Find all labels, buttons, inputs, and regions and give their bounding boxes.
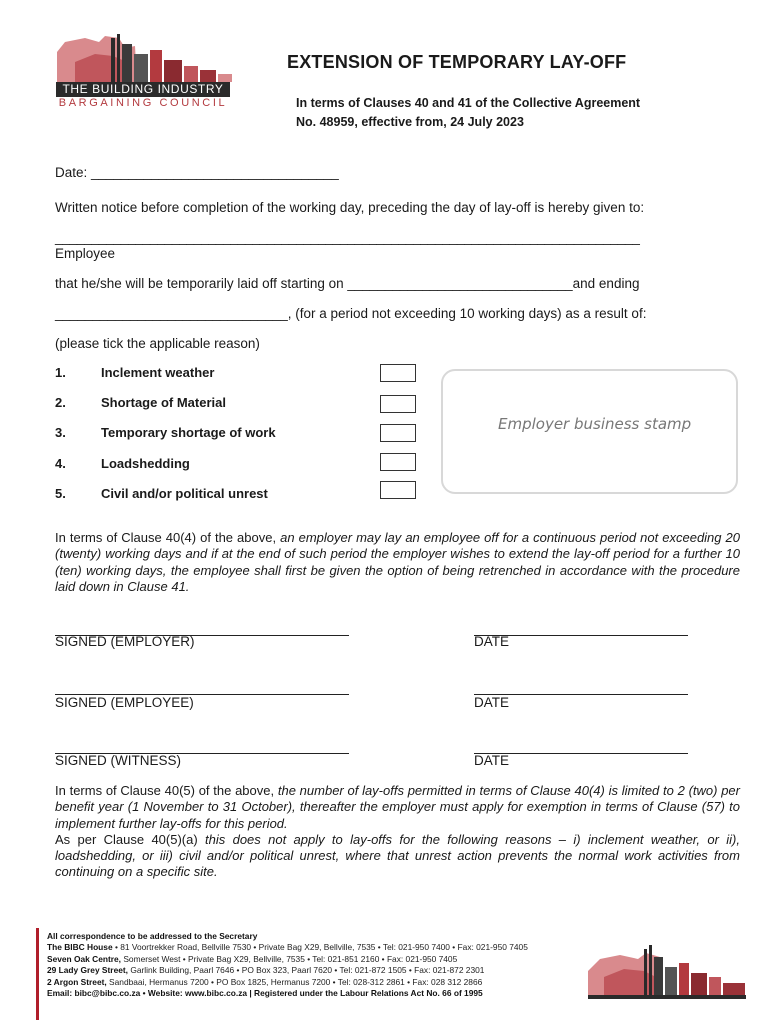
signed-witness-label: SIGNED (WITNESS) [55, 753, 182, 768]
footer-office-details: Somerset West • Private Bag X29, Bellville, 7535 • Tel: 021-851 2160 • Fax: 021-950 7405 [121, 953, 458, 964]
date-field[interactable]: Date: _________________________________ [55, 165, 339, 180]
subtitle-line-2: No. 48959, effective from, 24 July 2023 [296, 115, 524, 129]
footer-contact [47, 931, 528, 999]
reason-checkbox-shortage-material[interactable] [380, 395, 416, 413]
clause-prefix: As per Clause 40(5)(a) [55, 831, 206, 847]
footer-office-details: • 81 Voortrekker Road, Bellville 7530 • Private Bag X29, Bellville, 7535 • Tel: 021-950 7400 • Fax: 021-950 7405 [112, 942, 528, 953]
clause-40-4-paragraph [55, 530, 740, 595]
reason-number: 4. [55, 456, 66, 471]
period-text: , (for a period not exceeding 10 working days) as a result of: [287, 306, 647, 321]
clause-40-5-paragraph [55, 783, 740, 881]
reason-label: Civil and/or political unrest [101, 486, 268, 501]
date-label: DATE [474, 695, 510, 710]
date-label: DATE [474, 753, 510, 768]
reason-number: 5. [55, 486, 66, 501]
clause-body: the number of lay-offs permitted in terms of Clause 40(4) is limited to 2 (two) per benefit year (1 November to 31 October), thereafter the employer must apply for exemption in terms of Clause (57) to implement further lay-offs for this period. [55, 783, 740, 831]
reason-label: Inclement weather [101, 365, 215, 380]
logo-text-line1: THE BUILDING INDUSTRY [56, 82, 230, 97]
clause-40-5a-text [55, 832, 740, 881]
reason-label: Loadshedding [101, 456, 190, 471]
footer-office-name: 29 Lady Grey Street, [47, 965, 128, 976]
reason-checkbox-loadshedding[interactable] [380, 453, 416, 471]
footer-email-website: Email: bibc@bibc.co.za • Website: www.bibc.co.za | Registered under the Labour Relations Act No. 66 of 1995 [47, 988, 483, 999]
page-subtitle [296, 94, 640, 132]
signed-employee-label: SIGNED (EMPLOYEE) [55, 695, 194, 710]
tick-instruction: (please tick the applicable reason) [55, 336, 260, 351]
subtitle-line-1: In terms of Clauses 40 and 41 of the Collective Agreement [296, 96, 641, 110]
clause-40-5-text [55, 783, 740, 832]
reason-number: 2. [55, 395, 66, 410]
page-title: EXTENSION OF TEMPORARY LAY-OFF [287, 52, 627, 72]
footer-heading: All correspondence to be addressed to the Secretary [47, 931, 258, 941]
employee-label: Employee [55, 246, 116, 261]
reason-checkbox-inclement-weather[interactable] [380, 364, 416, 382]
end-date-field[interactable]: _______________________________ [55, 306, 288, 321]
footer-office-details: Garlink Building, Paarl 7646 • PO Box 323, Paarl 7620 • Tel: 021-872 1505 • Fax: 021-872 2301 [128, 965, 485, 976]
footer-office-details: Sandbaai, Hermanus 7200 • PO Box 1825, Hermanus 7200 • Tel: 028-312 2861 • Fax: 028 312 2866 [106, 976, 483, 987]
reason-checkbox-civil-unrest[interactable] [380, 481, 416, 499]
footer-skyline-logo [588, 945, 748, 1001]
logo-text-line2: BARGAINING COUNCIL [58, 97, 228, 109]
reason-number: 3. [55, 425, 66, 440]
footer-office-name: 2 Argon Street, [47, 976, 107, 987]
signed-employer-label: SIGNED (EMPLOYER) [55, 634, 195, 649]
reason-checkbox-shortage-work[interactable] [380, 424, 416, 442]
employee-name-field[interactable]: ________________________________________________________________________________ [55, 230, 640, 245]
reason-number: 1. [55, 365, 66, 380]
clause-body: an employer may lay an employee off for a continuous period not exceeding 20 (twenty) working days and if at the end of such period the employer wishes to extend the lay-off period for a further 10 (ten) working days, the employee shall first be given the option of being retrenched in accordance with the procedure laid down in Clause 41. [55, 530, 741, 594]
footer-accent-bar [36, 928, 39, 1020]
start-date-line[interactable]: that he/she will be temporarily laid off starting on ______________________________and ending [55, 276, 640, 291]
reason-label: Shortage of Material [101, 395, 226, 410]
clause-body: this does not apply to lay-offs for the following reasons – i) inclement weather, or ii), loadshedding, or iii) civil and/or political unrest, where that unrest action prevents the normal work activities from continuing on a specific site. [55, 831, 740, 880]
clause-prefix: In terms of Clause 40(5) of the above, [55, 783, 278, 798]
reason-label: Temporary shortage of work [101, 425, 276, 440]
clause-prefix: In terms of Clause 40(4) of the above, [55, 530, 281, 545]
footer-office-name: The BIBC House [47, 942, 113, 953]
notice-text: Written notice before completion of the working day, preceding the day of lay-off is hereby given to: [55, 200, 645, 215]
footer-office-name: Seven Oak Centre, [47, 953, 122, 964]
employer-stamp-label: Employer business stamp [498, 415, 692, 433]
date-label: DATE [474, 634, 510, 649]
